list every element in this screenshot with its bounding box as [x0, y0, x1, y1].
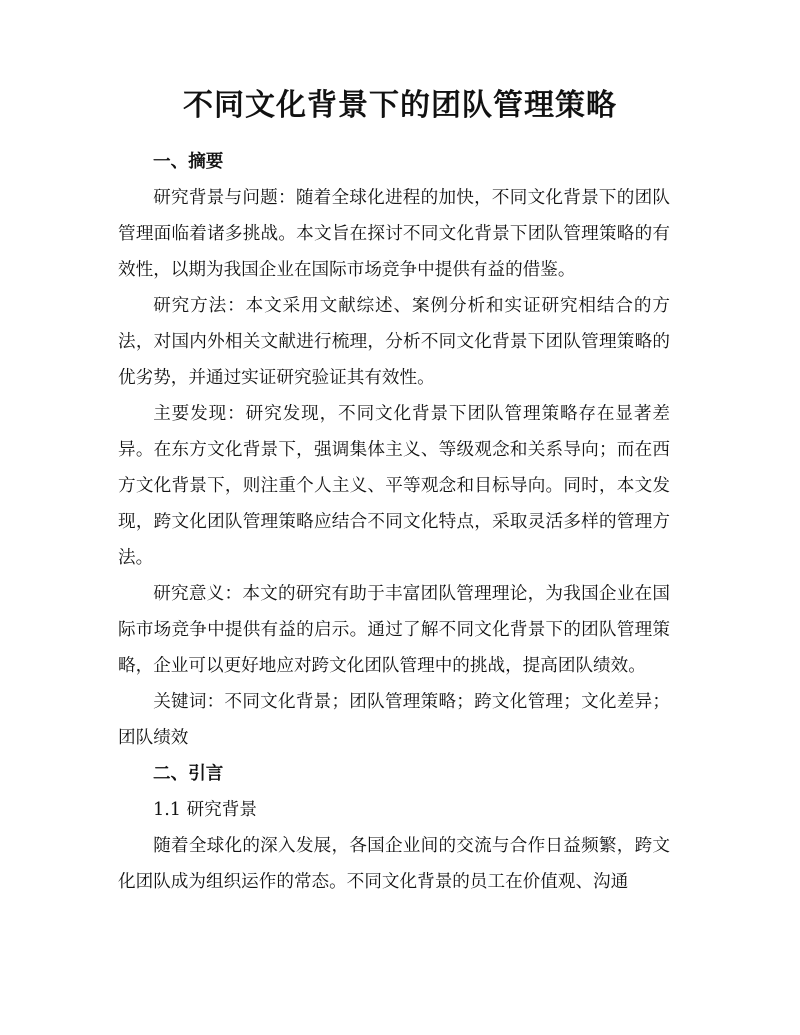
- abstract-background-paragraph: 研究背景与问题：随着全球化进程的加快，不同文化背景下的团队管理面临着诸多挑战。本文旨在探讨不同文化背景下团队管理策略的有效性，以期为我国企业在国际市场竞争中提供有益的借鉴。: [118, 188, 670, 280]
- document-title: 不同文化背景下的团队管理策略: [183, 88, 617, 123]
- subsection-heading-background: 1.1 研究背景: [153, 800, 257, 820]
- keywords-paragraph: 关键词：不同文化背景；团队管理策略；跨文化管理；文化差异；团队绩效: [118, 692, 670, 748]
- introduction-paragraph: 随着全球化的深入发展，各国企业间的交流与合作日益频繁，跨文化团队成为组织运作的常态。不同文化背景的员工在价值观、沟通: [118, 836, 670, 892]
- section-heading-introduction: 二、引言: [153, 763, 224, 784]
- abstract-findings-paragraph: 主要发现：研究发现，不同文化背景下团队管理策略存在显著差异。在东方文化背景下，强调集体主义、等级观念和关系导向；而在西方文化背景下，则注重个人主义、平等观念和目标导向。同时，本文发现，跨文化团队管理策略应结合不同文化特点，采取灵活多样的管理方法。: [118, 404, 670, 568]
- abstract-method-paragraph: 研究方法：本文采用文献综述、案例分析和实证研究相结合的方法，对国内外相关文献进行梳理，分析不同文化背景下团队管理策略的优劣势，并通过实证研究验证其有效性。: [118, 296, 670, 388]
- document-body: [118, 144, 670, 900]
- abstract-significance-paragraph: 研究意义：本文的研究有助于丰富团队管理理论，为我国企业在国际市场竞争中提供有益的启示。通过了解不同文化背景下的团队管理策略，企业可以更好地应对跨文化团队管理中的挑战，提高团队绩效。: [118, 584, 670, 676]
- section-heading-abstract: 一、摘要: [153, 151, 224, 172]
